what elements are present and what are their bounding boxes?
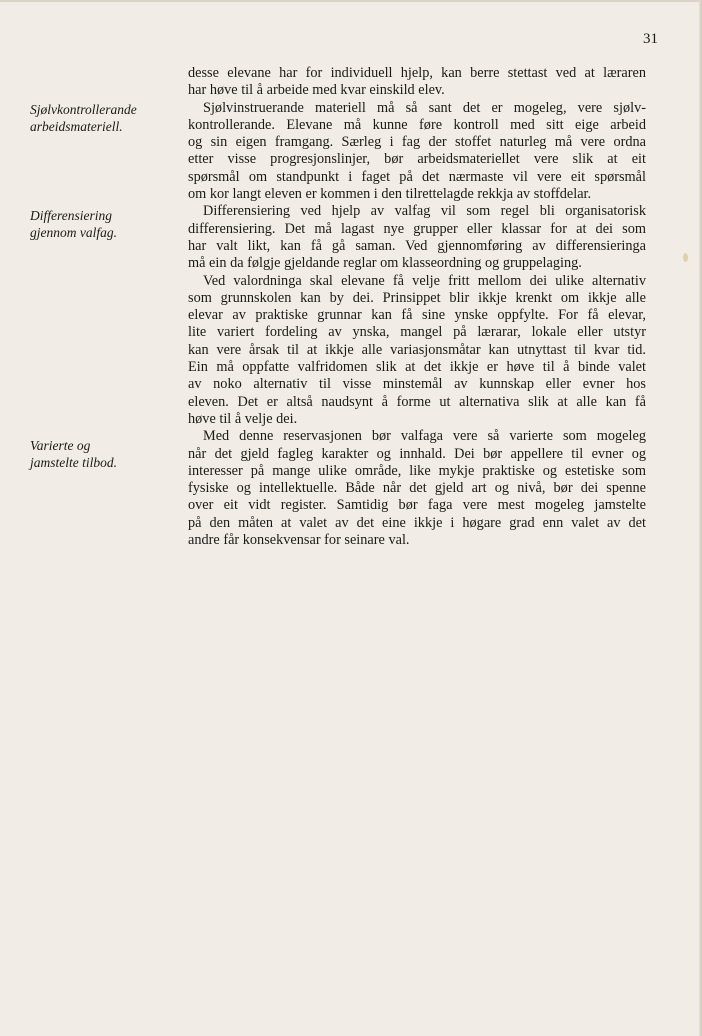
text-line: Sjølvinstruerande materiell må så sant det er mogeleg, vere sjølv- bbox=[203, 99, 646, 116]
text-line: høve til å velje dei. bbox=[188, 410, 298, 427]
margin-note-differensiering bbox=[30, 207, 180, 241]
text-line: har valt likt, kan få gå saman. Ved gjennomføring av differensieringa bbox=[188, 237, 646, 254]
margin-note-line: gjennom valfag. bbox=[30, 225, 117, 240]
text-line: av noko alternativ til visse minstemål av kunnskap eller evner hos bbox=[188, 376, 646, 393]
paragraph bbox=[188, 65, 646, 100]
text-line: elevar av praktiske grunnar kan få sine ynske oppfylte. For få elevar, bbox=[188, 307, 646, 324]
text-line: Ved valordninga skal elevane få velje fritt mellom dei ulike alternativ bbox=[203, 272, 646, 289]
text-line: har høve til å arbeide med kvar einskild elev. bbox=[188, 82, 445, 99]
text-line: fysiske og intellektuelle. Både når det gjeld art og nivå, bør dei spenne bbox=[188, 480, 646, 497]
paragraph bbox=[188, 203, 646, 272]
page-number: 31 bbox=[643, 31, 658, 47]
margin-note-line: arbeidsmateriell. bbox=[30, 119, 123, 134]
text-line: desse elevane har for individuell hjelp, kan berre stettast ved at læraren bbox=[188, 65, 646, 81]
paragraph bbox=[188, 100, 646, 204]
margin-note-line: Varierte og bbox=[30, 438, 91, 453]
margin-note-line: Sjølvkontrollerande bbox=[30, 102, 137, 117]
text-line: differensiering. Det må lagast nye grupper eller klassar for at dei som bbox=[188, 220, 646, 237]
text-line: om kor langt eleven er kommen i den tilrettelagde rekkja av stoffdelar. bbox=[188, 186, 592, 203]
text-line: Ein må oppfatte valfridomen slik at det ikkje er høve til å binde valet bbox=[188, 359, 646, 376]
margin-note-varierte bbox=[30, 437, 180, 471]
text-line: kan vere årsak til at ikkje alle variasjonsmåtar kan utnyttast til kvar tid. bbox=[188, 341, 646, 358]
text-line: og sin eigen framgang. Særleg i fag der stoffet naturleg må vere ordna bbox=[188, 134, 646, 151]
text-line: over eit vidt register. Samtidig bør faga vere mest mogeleg jamstelte bbox=[188, 497, 646, 514]
text-line: interesser på mange ulike område, like mykje praktiske og estetiske som bbox=[188, 462, 646, 479]
paragraph bbox=[188, 428, 646, 549]
text-line: Differensiering ved hjelp av valfag vil som regel bli organisatorisk bbox=[203, 203, 646, 220]
paper-speck bbox=[683, 253, 688, 262]
page-top-edge bbox=[0, 0, 702, 2]
text-line: spørsmål om standpunkt i faget på det nærmaste vil vere eit spørsmål bbox=[188, 168, 646, 185]
text-line: lite variert fordeling av ynska, mangel på lærarar, lokale eller utstyr bbox=[188, 324, 646, 341]
text-line: må ein da følgje gjeldande reglar om klasseordning og gruppelaging. bbox=[188, 255, 582, 272]
text-line: etter visse progresjonslinjer, bør arbeidsmateriellet vere slik at eit bbox=[188, 151, 646, 168]
paragraph bbox=[188, 273, 646, 429]
text-line: eleven. Det er altså naudsynt å forme ut alternativa slik at alle kan få bbox=[188, 393, 646, 410]
text-line: på den måten at valet av det eine ikkje i høgare grad enn valet av det bbox=[188, 514, 646, 531]
text-line: når det gjeld fagleg karakter og innhald. Dei bør appellere til evner og bbox=[188, 445, 646, 462]
body-text bbox=[188, 65, 646, 549]
text-line: kontrollerande. Elevane må kunne føre kontroll med sitt eige arbeid bbox=[188, 116, 646, 133]
text-line: Med denne reservasjonen bør valfaga vere så varierte som mogeleg bbox=[203, 428, 646, 445]
text-line: som grunnskolen kan by dei. Prinsippet blir ikkje krenkt om ikkje alle bbox=[188, 289, 646, 306]
text-line: andre får konsekvensar for seinare val. bbox=[188, 532, 410, 549]
margin-note-line: jamstelte tilbod. bbox=[30, 455, 117, 470]
margin-note-line: Differensiering bbox=[30, 208, 112, 223]
margin-note-sjolvkontrollerande bbox=[30, 101, 180, 135]
